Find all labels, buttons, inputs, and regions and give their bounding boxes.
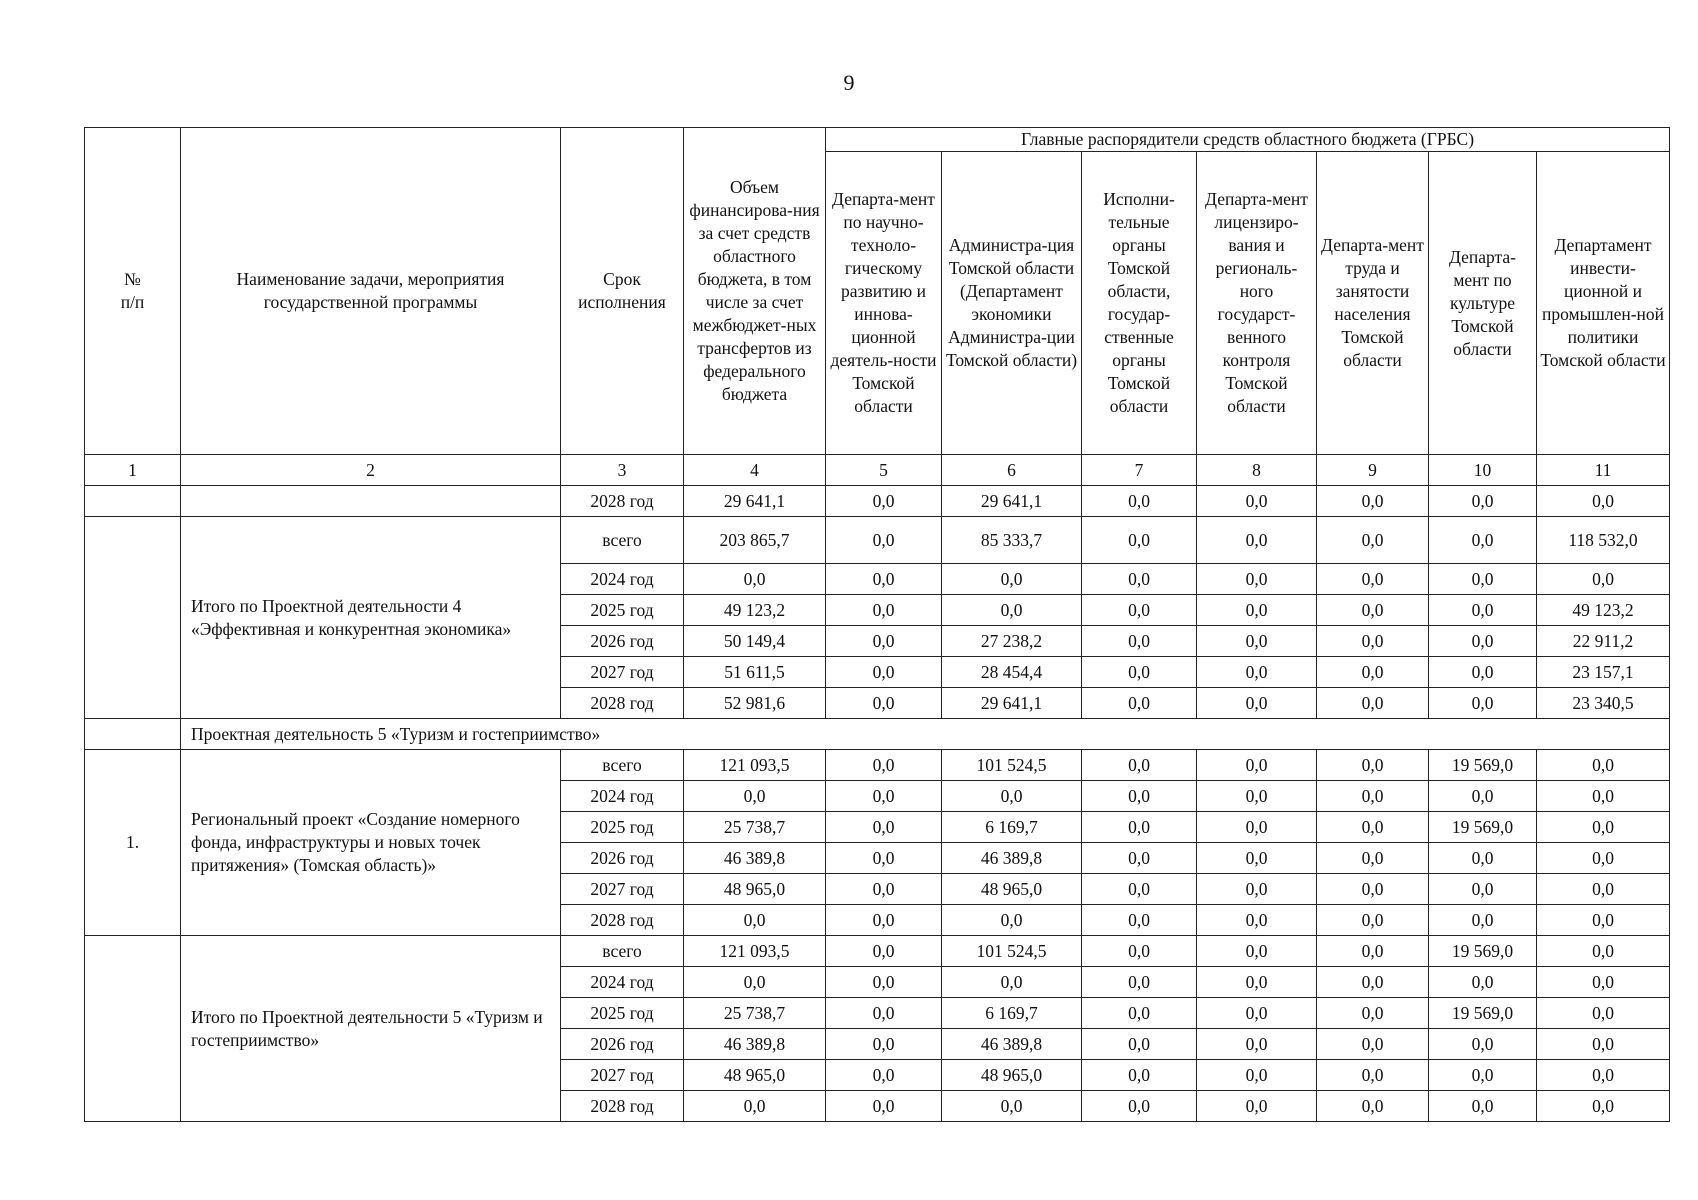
value-cell: 51 611,5 xyxy=(684,657,826,688)
value-cell: 0,0 xyxy=(1197,750,1317,781)
value-cell: 0,0 xyxy=(1197,517,1317,564)
value-cell: 101 524,5 xyxy=(942,936,1082,967)
value-cell: 0,0 xyxy=(826,781,942,812)
value-cell: 0,0 xyxy=(1197,812,1317,843)
column-number: 9 xyxy=(1317,455,1429,486)
value-cell: 0,0 xyxy=(1082,998,1197,1029)
value-cell: 0,0 xyxy=(1197,595,1317,626)
value-cell: 0,0 xyxy=(826,874,942,905)
value-cell: 0,0 xyxy=(1537,781,1670,812)
table-row xyxy=(85,936,1670,967)
year-cell: 2028 год xyxy=(561,486,684,517)
value-cell: 0,0 xyxy=(1082,874,1197,905)
value-cell: 0,0 xyxy=(1317,1029,1429,1060)
value-cell: 19 569,0 xyxy=(1429,750,1537,781)
value-cell: 0,0 xyxy=(1082,1029,1197,1060)
value-cell: 0,0 xyxy=(1082,750,1197,781)
value-cell: 0,0 xyxy=(1429,486,1537,517)
value-cell: 0,0 xyxy=(1537,750,1670,781)
value-cell: 6 169,7 xyxy=(942,998,1082,1029)
value-cell: 29 641,1 xyxy=(684,486,826,517)
header-grbs-6: Департа-мент по культуре Томской области xyxy=(1429,152,1537,455)
section-title: Проектная деятельность 5 «Туризм и гостеприимство» xyxy=(181,719,1670,750)
value-cell: 0,0 xyxy=(1317,564,1429,595)
value-cell: 19 569,0 xyxy=(1429,998,1537,1029)
value-cell: 46 389,8 xyxy=(684,1029,826,1060)
value-cell: 0,0 xyxy=(826,812,942,843)
value-cell: 0,0 xyxy=(1082,626,1197,657)
value-cell: 0,0 xyxy=(1317,1091,1429,1122)
value-cell: 0,0 xyxy=(1537,967,1670,998)
value-cell: 0,0 xyxy=(1429,874,1537,905)
column-number: 3 xyxy=(561,455,684,486)
table-row xyxy=(85,517,1670,564)
value-cell: 22 911,2 xyxy=(1537,626,1670,657)
value-cell: 0,0 xyxy=(1317,595,1429,626)
year-cell: всего xyxy=(561,936,684,967)
value-cell: 46 389,8 xyxy=(942,843,1082,874)
year-cell: всего xyxy=(561,750,684,781)
value-cell: 49 123,2 xyxy=(1537,595,1670,626)
value-cell: 0,0 xyxy=(1082,1060,1197,1091)
value-cell: 0,0 xyxy=(1317,998,1429,1029)
header-volume: Объем финансирова-ния за счет средств областного бюджета, в том числе за счет межбюджет-ных трансфертов из федерального бюджета xyxy=(684,128,826,455)
header-term: Срок исполнения xyxy=(561,128,684,455)
row-number: 1. xyxy=(85,750,181,936)
value-cell: 0,0 xyxy=(1537,998,1670,1029)
header-grbs-title: Главные распорядители средств областного бюджета (ГРБС) xyxy=(826,128,1670,152)
task-name: Региональный проект «Создание номерного фонда, инфраструктуры и новых точек притяжения» (Томская область)» xyxy=(181,750,561,936)
value-cell: 0,0 xyxy=(1537,486,1670,517)
task-name: Итого по Проектной деятельности 4 «Эффективная и конкурентная экономика» xyxy=(181,517,561,719)
value-cell: 0,0 xyxy=(942,967,1082,998)
value-cell: 48 965,0 xyxy=(684,874,826,905)
value-cell: 0,0 xyxy=(1317,781,1429,812)
column-numbers-row xyxy=(85,455,1670,486)
value-cell: 0,0 xyxy=(1197,1029,1317,1060)
value-cell: 0,0 xyxy=(1429,595,1537,626)
year-cell: 2027 год xyxy=(561,874,684,905)
header-num: № п/п xyxy=(85,128,181,455)
year-cell: 2026 год xyxy=(561,626,684,657)
value-cell: 0,0 xyxy=(1429,564,1537,595)
value-cell: 0,0 xyxy=(1317,750,1429,781)
value-cell: 0,0 xyxy=(1317,657,1429,688)
value-cell: 0,0 xyxy=(1317,517,1429,564)
header-grbs-1: Департа-мент по научно-техноло-гическому развитию и иннова-ционной деятель-ности Томской области xyxy=(826,152,942,455)
value-cell: 0,0 xyxy=(1429,517,1537,564)
value-cell: 0,0 xyxy=(1197,1060,1317,1091)
value-cell: 0,0 xyxy=(942,595,1082,626)
value-cell: 0,0 xyxy=(1317,843,1429,874)
value-cell: 0,0 xyxy=(826,688,942,719)
year-cell: 2024 год xyxy=(561,781,684,812)
value-cell: 0,0 xyxy=(826,564,942,595)
value-cell: 0,0 xyxy=(942,1091,1082,1122)
value-cell: 0,0 xyxy=(1429,967,1537,998)
value-cell: 0,0 xyxy=(1429,781,1537,812)
value-cell: 0,0 xyxy=(1537,843,1670,874)
value-cell: 0,0 xyxy=(1197,1091,1317,1122)
column-number: 11 xyxy=(1537,455,1670,486)
value-cell: 0,0 xyxy=(1082,657,1197,688)
value-cell: 0,0 xyxy=(826,905,942,936)
value-cell: 0,0 xyxy=(1429,1060,1537,1091)
value-cell: 19 569,0 xyxy=(1429,812,1537,843)
value-cell: 0,0 xyxy=(1197,781,1317,812)
row-number xyxy=(85,517,181,719)
value-cell: 0,0 xyxy=(1317,905,1429,936)
value-cell: 0,0 xyxy=(1317,812,1429,843)
value-cell: 29 641,1 xyxy=(942,486,1082,517)
value-cell: 23 157,1 xyxy=(1537,657,1670,688)
value-cell: 0,0 xyxy=(826,1091,942,1122)
value-cell: 0,0 xyxy=(826,967,942,998)
value-cell: 0,0 xyxy=(1082,517,1197,564)
value-cell: 0,0 xyxy=(1197,967,1317,998)
page-number: 9 xyxy=(843,70,855,95)
column-number: 4 xyxy=(684,455,826,486)
value-cell: 46 389,8 xyxy=(684,843,826,874)
value-cell: 0,0 xyxy=(826,843,942,874)
value-cell: 0,0 xyxy=(1429,657,1537,688)
value-cell: 0,0 xyxy=(1537,1060,1670,1091)
value-cell: 0,0 xyxy=(1082,812,1197,843)
value-cell: 0,0 xyxy=(826,1029,942,1060)
year-cell: 2025 год xyxy=(561,595,684,626)
header-grbs-4: Департа-мент лицензиро-вания и региональ-ного государст-венного контроля Томской области xyxy=(1197,152,1317,455)
year-cell: 2028 год xyxy=(561,1091,684,1122)
value-cell: 121 093,5 xyxy=(684,750,826,781)
value-cell: 0,0 xyxy=(826,486,942,517)
year-cell: 2026 год xyxy=(561,1029,684,1060)
header-grbs-2: Администра-ция Томской области (Департамент экономики Администра-ции Томской области) xyxy=(942,152,1082,455)
header-grbs-3: Исполни-тельные органы Томской области, государ-ственные органы Томской области xyxy=(1082,152,1197,455)
value-cell: 6 169,7 xyxy=(942,812,1082,843)
value-cell: 0,0 xyxy=(942,905,1082,936)
value-cell: 0,0 xyxy=(826,626,942,657)
value-cell: 48 965,0 xyxy=(942,874,1082,905)
value-cell: 0,0 xyxy=(1537,564,1670,595)
value-cell: 0,0 xyxy=(1197,936,1317,967)
value-cell: 0,0 xyxy=(826,657,942,688)
value-cell: 0,0 xyxy=(1317,626,1429,657)
year-cell: 2027 год xyxy=(561,1060,684,1091)
value-cell: 0,0 xyxy=(1317,688,1429,719)
value-cell: 48 965,0 xyxy=(942,1060,1082,1091)
value-cell: 0,0 xyxy=(1317,874,1429,905)
value-cell: 28 454,4 xyxy=(942,657,1082,688)
value-cell: 0,0 xyxy=(684,905,826,936)
year-cell: 2027 год xyxy=(561,657,684,688)
column-number: 5 xyxy=(826,455,942,486)
value-cell: 0,0 xyxy=(1537,936,1670,967)
value-cell: 0,0 xyxy=(1197,626,1317,657)
value-cell: 0,0 xyxy=(1197,998,1317,1029)
value-cell: 0,0 xyxy=(942,781,1082,812)
value-cell: 48 965,0 xyxy=(684,1060,826,1091)
value-cell: 0,0 xyxy=(1537,1091,1670,1122)
table-row xyxy=(85,750,1670,781)
value-cell: 19 569,0 xyxy=(1429,936,1537,967)
value-cell: 25 738,7 xyxy=(684,998,826,1029)
value-cell: 27 238,2 xyxy=(942,626,1082,657)
value-cell: 0,0 xyxy=(1429,688,1537,719)
task-name: Итого по Проектной деятельности 5 «Туризм и гостеприимство» xyxy=(181,936,561,1122)
value-cell: 0,0 xyxy=(1197,564,1317,595)
value-cell: 0,0 xyxy=(1082,936,1197,967)
value-cell: 0,0 xyxy=(1429,1091,1537,1122)
value-cell: 0,0 xyxy=(826,750,942,781)
year-cell: 2024 год xyxy=(561,564,684,595)
value-cell: 25 738,7 xyxy=(684,812,826,843)
year-cell: 2024 год xyxy=(561,967,684,998)
value-cell: 0,0 xyxy=(1317,967,1429,998)
value-cell: 0,0 xyxy=(1082,967,1197,998)
row-number xyxy=(85,936,181,1122)
value-cell: 0,0 xyxy=(1317,486,1429,517)
value-cell: 49 123,2 xyxy=(684,595,826,626)
value-cell: 0,0 xyxy=(1082,595,1197,626)
value-cell: 0,0 xyxy=(1082,486,1197,517)
value-cell: 0,0 xyxy=(1082,843,1197,874)
column-number: 1 xyxy=(85,455,181,486)
value-cell: 0,0 xyxy=(1537,812,1670,843)
value-cell: 46 389,8 xyxy=(942,1029,1082,1060)
value-cell: 0,0 xyxy=(1082,781,1197,812)
column-number: 7 xyxy=(1082,455,1197,486)
value-cell: 0,0 xyxy=(1317,936,1429,967)
section-row xyxy=(85,719,1670,750)
value-cell: 0,0 xyxy=(826,936,942,967)
value-cell: 0,0 xyxy=(826,1060,942,1091)
value-cell: 0,0 xyxy=(826,998,942,1029)
value-cell: 23 340,5 xyxy=(1537,688,1670,719)
value-cell: 0,0 xyxy=(1537,1029,1670,1060)
value-cell: 0,0 xyxy=(1537,874,1670,905)
column-number: 8 xyxy=(1197,455,1317,486)
value-cell: 0,0 xyxy=(684,1091,826,1122)
year-cell: 2026 год xyxy=(561,843,684,874)
value-cell: 203 865,7 xyxy=(684,517,826,564)
value-cell: 0,0 xyxy=(1429,905,1537,936)
value-cell: 0,0 xyxy=(1317,1060,1429,1091)
value-cell: 0,0 xyxy=(1197,874,1317,905)
value-cell: 0,0 xyxy=(1197,688,1317,719)
year-cell: 2025 год xyxy=(561,998,684,1029)
value-cell: 101 524,5 xyxy=(942,750,1082,781)
column-number: 2 xyxy=(181,455,561,486)
year-cell: 2028 год xyxy=(561,905,684,936)
value-cell: 0,0 xyxy=(1082,1091,1197,1122)
value-cell: 0,0 xyxy=(1429,843,1537,874)
value-cell: 0,0 xyxy=(1082,564,1197,595)
year-cell: всего xyxy=(561,517,684,564)
value-cell: 0,0 xyxy=(1537,905,1670,936)
value-cell: 50 149,4 xyxy=(684,626,826,657)
value-cell: 0,0 xyxy=(1429,626,1537,657)
value-cell: 0,0 xyxy=(1197,486,1317,517)
column-number: 6 xyxy=(942,455,1082,486)
value-cell: 0,0 xyxy=(826,595,942,626)
value-cell: 118 532,0 xyxy=(1537,517,1670,564)
value-cell: 52 981,6 xyxy=(684,688,826,719)
value-cell: 0,0 xyxy=(1082,905,1197,936)
value-cell: 0,0 xyxy=(942,564,1082,595)
header-name: Наименование задачи, мероприятия государственной программы xyxy=(181,128,561,455)
value-cell: 0,0 xyxy=(684,781,826,812)
value-cell: 85 333,7 xyxy=(942,517,1082,564)
value-cell: 0,0 xyxy=(826,517,942,564)
table-row xyxy=(85,486,1670,517)
budget-table xyxy=(84,127,1670,1122)
value-cell: 0,0 xyxy=(1197,843,1317,874)
column-number: 10 xyxy=(1429,455,1537,486)
value-cell: 0,0 xyxy=(684,564,826,595)
value-cell: 29 641,1 xyxy=(942,688,1082,719)
value-cell: 0,0 xyxy=(1197,905,1317,936)
value-cell: 0,0 xyxy=(1429,1029,1537,1060)
header-grbs-5: Департа-мент труда и занятости населения Томской области xyxy=(1317,152,1429,455)
value-cell: 0,0 xyxy=(1197,657,1317,688)
year-cell: 2028 год xyxy=(561,688,684,719)
value-cell: 0,0 xyxy=(1082,688,1197,719)
value-cell: 0,0 xyxy=(684,967,826,998)
value-cell: 121 093,5 xyxy=(684,936,826,967)
year-cell: 2025 год xyxy=(561,812,684,843)
header-grbs-7: Департамент инвести-ционной и промышлен-ной политики Томской области xyxy=(1537,152,1670,455)
